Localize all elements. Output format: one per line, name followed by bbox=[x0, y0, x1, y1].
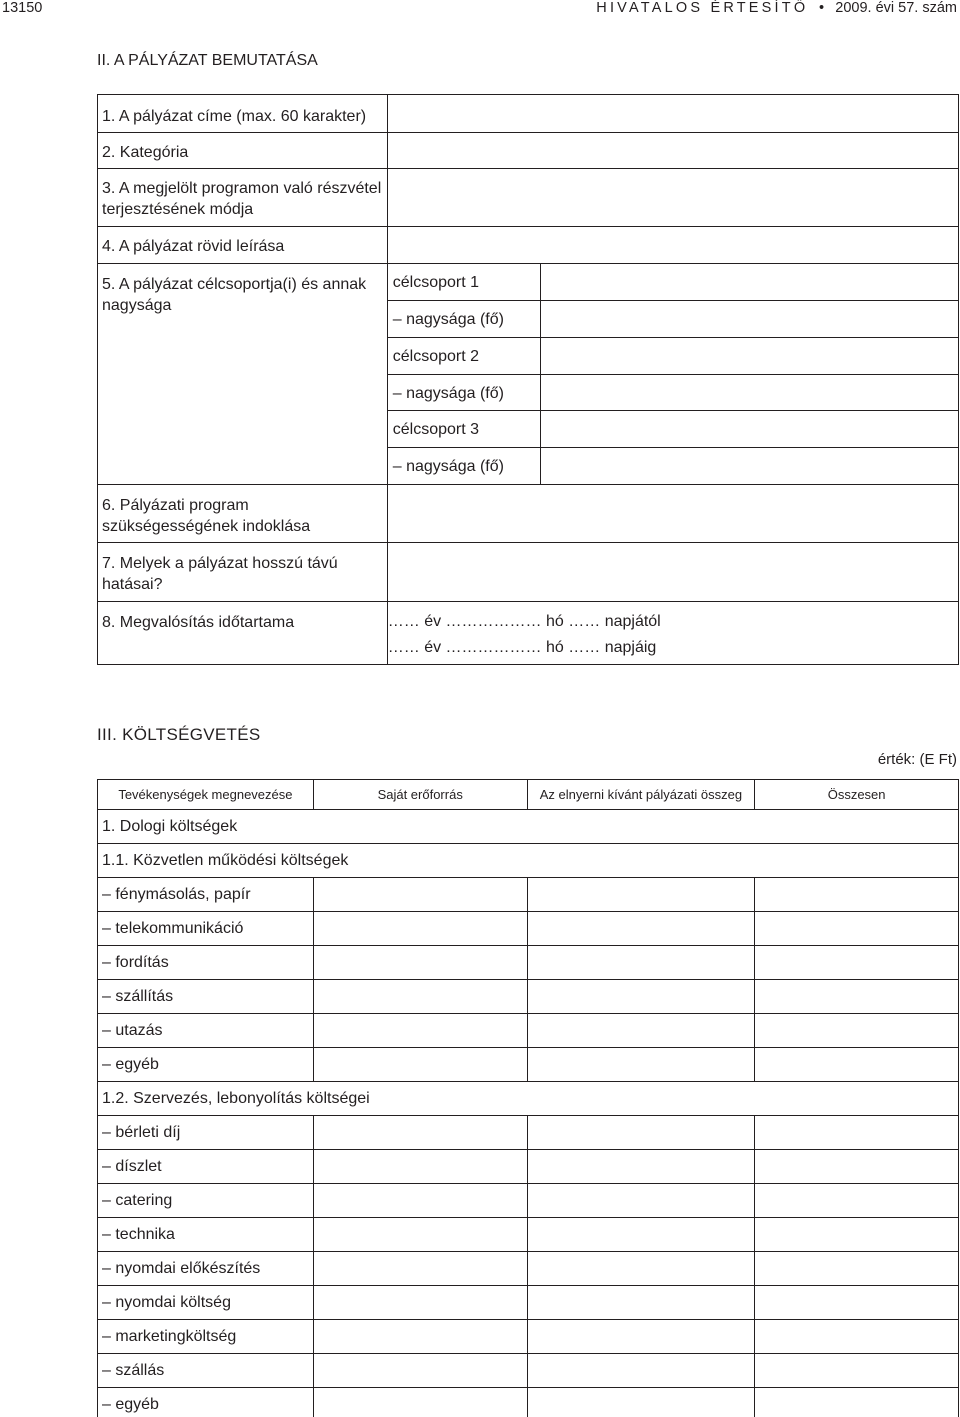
table-row bbox=[388, 301, 958, 338]
budget-item-row bbox=[98, 1252, 959, 1286]
budget-item-row bbox=[98, 1388, 959, 1417]
own-resource-field[interactable] bbox=[313, 946, 527, 980]
target-group-size-field[interactable] bbox=[541, 301, 958, 338]
requested-amount-field[interactable] bbox=[527, 1286, 755, 1320]
total-field[interactable] bbox=[755, 980, 959, 1014]
target-group-label: célcsoport 3 bbox=[388, 411, 541, 448]
budget-heading-row bbox=[98, 844, 959, 878]
own-resource-field[interactable] bbox=[313, 1116, 527, 1150]
target-group-size-field[interactable] bbox=[541, 447, 958, 484]
period-cell bbox=[387, 602, 958, 665]
budget-item-row bbox=[98, 1014, 959, 1048]
target-group-size-label: – nagysága (fő) bbox=[388, 301, 541, 338]
page-number: 13150 bbox=[2, 0, 43, 16]
total-field[interactable] bbox=[755, 1116, 959, 1150]
long-term-effects-field[interactable] bbox=[387, 543, 958, 602]
target-group-label: célcsoport 1 bbox=[388, 264, 541, 301]
table-row bbox=[98, 227, 959, 264]
budget-item-row bbox=[98, 946, 959, 980]
budget-row-label: – szállítás bbox=[98, 980, 314, 1014]
column-header: Az elnyerni kívánt pályázati összeg bbox=[527, 780, 755, 810]
table-row bbox=[388, 447, 958, 484]
budget-row-label: 1. Dologi költségek bbox=[98, 810, 959, 844]
table-row bbox=[98, 133, 959, 169]
requested-amount-field[interactable] bbox=[527, 1048, 755, 1082]
requested-amount-field[interactable] bbox=[527, 912, 755, 946]
budget-heading-row bbox=[98, 1082, 959, 1116]
total-field[interactable] bbox=[755, 946, 959, 980]
total-field[interactable] bbox=[755, 1252, 959, 1286]
own-resource-field[interactable] bbox=[313, 1218, 527, 1252]
own-resource-field[interactable] bbox=[313, 1048, 527, 1082]
row-label: 3. A megjelölt programon való részvétel terjesztésének módja bbox=[98, 169, 388, 227]
own-resource-field[interactable] bbox=[313, 1184, 527, 1218]
period-from[interactable]: …… év ……………… hó …… napjától bbox=[387, 613, 661, 631]
target-groups-table bbox=[388, 264, 958, 484]
row-label: 4. A pályázat rövid leírása bbox=[98, 227, 388, 264]
own-resource-field[interactable] bbox=[313, 878, 527, 912]
target-group-size-field[interactable] bbox=[541, 374, 958, 411]
budget-item-row bbox=[98, 1218, 959, 1252]
requested-amount-field[interactable] bbox=[527, 1218, 755, 1252]
table-row bbox=[98, 169, 959, 227]
budget-row-label: – marketingköltség bbox=[98, 1320, 314, 1354]
table-row bbox=[98, 485, 959, 543]
table-row bbox=[388, 411, 958, 448]
own-resource-field[interactable] bbox=[313, 980, 527, 1014]
row-label: 8. Megvalósítás időtartama bbox=[98, 602, 388, 665]
short-description-field[interactable] bbox=[387, 227, 958, 264]
target-group-field[interactable] bbox=[541, 264, 958, 301]
budget-table bbox=[97, 779, 959, 1417]
publication-title: HIVATALOS ÉRTESÍTŐ bbox=[596, 0, 809, 16]
requested-amount-field[interactable] bbox=[527, 878, 755, 912]
budget-item-row bbox=[98, 1354, 959, 1388]
column-header: Tevékenységek megnevezése bbox=[98, 780, 314, 810]
budget-item-row bbox=[98, 878, 959, 912]
row-label: 7. Melyek a pályázat hosszú távú hatásai? bbox=[98, 543, 388, 602]
budget-row-label: – szállás bbox=[98, 1354, 314, 1388]
own-resource-field[interactable] bbox=[313, 1388, 527, 1417]
table-row bbox=[98, 543, 959, 602]
own-resource-field[interactable] bbox=[313, 1354, 527, 1388]
total-field[interactable] bbox=[755, 1048, 959, 1082]
budget-item-row bbox=[98, 980, 959, 1014]
budget-item-row bbox=[98, 912, 959, 946]
section-ii-title: II. A PÁLYÁZAT BEMUTATÁSA bbox=[97, 52, 318, 69]
target-group-field[interactable] bbox=[541, 411, 958, 448]
total-field[interactable] bbox=[755, 1150, 959, 1184]
budget-row-label: – telekommunikáció bbox=[98, 912, 314, 946]
category-field[interactable] bbox=[387, 133, 958, 169]
table-row bbox=[388, 337, 958, 374]
own-resource-field[interactable] bbox=[313, 1320, 527, 1354]
budget-row-label: – díszlet bbox=[98, 1150, 314, 1184]
budget-item-row bbox=[98, 1150, 959, 1184]
budget-row-label: – nyomdai költség bbox=[98, 1286, 314, 1320]
total-field[interactable] bbox=[755, 878, 959, 912]
own-resource-field[interactable] bbox=[313, 912, 527, 946]
budget-item-row bbox=[98, 1320, 959, 1354]
target-group-size-label: – nagysága (fő) bbox=[388, 447, 541, 484]
column-header: Összesen bbox=[755, 780, 959, 810]
publication-header bbox=[596, 0, 957, 16]
requested-amount-field[interactable] bbox=[527, 1014, 755, 1048]
row-label: 2. Kategória bbox=[98, 133, 388, 169]
table-row bbox=[388, 374, 958, 411]
total-field[interactable] bbox=[755, 1286, 959, 1320]
row-label: 6. Pályázati program szükségességének indoklása bbox=[98, 485, 388, 543]
section-iii-title: III. KÖLTSÉGVETÉS bbox=[97, 725, 261, 744]
own-resource-field[interactable] bbox=[313, 1252, 527, 1286]
total-field[interactable] bbox=[755, 1014, 959, 1048]
budget-row-label: – fordítás bbox=[98, 946, 314, 980]
own-resource-field[interactable] bbox=[313, 1014, 527, 1048]
total-field[interactable] bbox=[755, 1354, 959, 1388]
budget-row-label: – egyéb bbox=[98, 1388, 314, 1417]
row-label: 1. A pályázat címe (max. 60 karakter) bbox=[98, 95, 388, 133]
budget-item-row bbox=[98, 1116, 959, 1150]
requested-amount-field[interactable] bbox=[527, 1388, 755, 1417]
budget-row-label: – fénymásolás, papír bbox=[98, 878, 314, 912]
target-groups-cell bbox=[387, 264, 958, 485]
budget-row-label: – utazás bbox=[98, 1014, 314, 1048]
own-resource-field[interactable] bbox=[313, 1286, 527, 1320]
title-field[interactable] bbox=[387, 95, 958, 133]
budget-header-row bbox=[98, 780, 959, 810]
period-to[interactable]: …… év ……………… hó …… napjáig bbox=[387, 639, 657, 657]
row-label: 5. A pályázat célcsoportja(i) és annak nagysága bbox=[98, 264, 388, 485]
budget-row-label: 1.1. Közvetlen működési költségek bbox=[98, 844, 959, 878]
justification-field[interactable] bbox=[387, 485, 958, 543]
requested-amount-field[interactable] bbox=[527, 1184, 755, 1218]
dissemination-field[interactable] bbox=[387, 169, 958, 227]
requested-amount-field[interactable] bbox=[527, 946, 755, 980]
total-field[interactable] bbox=[755, 912, 959, 946]
requested-amount-field[interactable] bbox=[527, 1116, 755, 1150]
table-row bbox=[98, 602, 959, 665]
budget-row-label: 1.2. Szervezés, lebonyolítás költségei bbox=[98, 1082, 959, 1116]
requested-amount-field[interactable] bbox=[527, 1150, 755, 1184]
budget-heading-row bbox=[98, 810, 959, 844]
requested-amount-field[interactable] bbox=[527, 1354, 755, 1388]
budget-row-label: – bérleti díj bbox=[98, 1116, 314, 1150]
header-bullet: • bbox=[818, 0, 825, 16]
budget-row-label: – catering bbox=[98, 1184, 314, 1218]
budget-row-label: – nyomdai előkészítés bbox=[98, 1252, 314, 1286]
total-field[interactable] bbox=[755, 1388, 959, 1417]
table-row bbox=[388, 264, 958, 301]
total-field[interactable] bbox=[755, 1218, 959, 1252]
budget-row-label: – technika bbox=[98, 1218, 314, 1252]
target-group-field[interactable] bbox=[541, 337, 958, 374]
total-field[interactable] bbox=[755, 1184, 959, 1218]
own-resource-field[interactable] bbox=[313, 1150, 527, 1184]
column-header: Saját erőforrás bbox=[313, 780, 527, 810]
table-row bbox=[98, 264, 959, 485]
target-group-label: célcsoport 2 bbox=[388, 337, 541, 374]
total-field[interactable] bbox=[755, 1320, 959, 1354]
target-group-size-label: – nagysága (fő) bbox=[388, 374, 541, 411]
budget-item-row bbox=[98, 1184, 959, 1218]
issue-label: 2009. évi 57. szám bbox=[835, 0, 957, 16]
budget-row-label: – egyéb bbox=[98, 1048, 314, 1082]
table-row bbox=[98, 95, 959, 133]
budget-item-row bbox=[98, 1286, 959, 1320]
budget-item-row bbox=[98, 1048, 959, 1082]
requested-amount-field[interactable] bbox=[527, 980, 755, 1014]
application-description-table bbox=[97, 94, 959, 665]
requested-amount-field[interactable] bbox=[527, 1252, 755, 1286]
unit-note: érték: (E Ft) bbox=[877, 751, 957, 768]
requested-amount-field[interactable] bbox=[527, 1320, 755, 1354]
